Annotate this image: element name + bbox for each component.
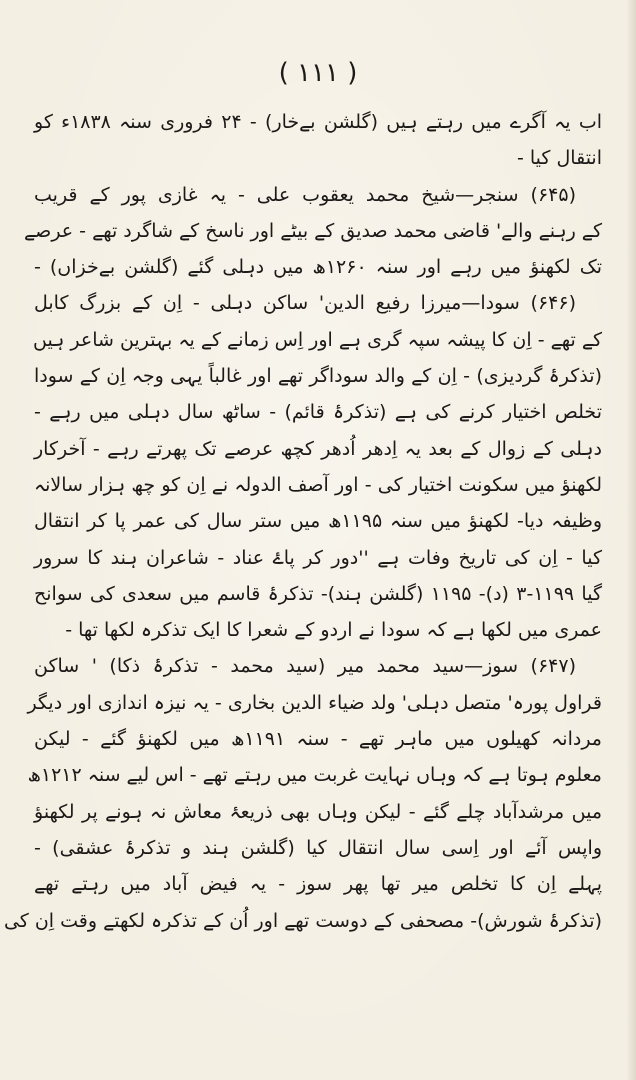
text-line: کے رہنے والے' قاضی محمد صدیق کے بیٹے اور ناسخ کے شاگرد تھے - عرصے [24,219,602,242]
text-line: انتقال کیا - [516,147,602,170]
text-line: گیا ۱۱۹۹-۳ (د)- ۱۱۹۵ (گلشن ہند)- تذکرۂ قاسم میں سعدی کی سوانح [34,582,602,605]
page-number: ( ۱۱۱ ) [278,58,358,88]
page-body [3,104,602,939]
text-line: عمری میں لکھا ہے کہ سودا نے اردو کے شعرا کا ایک تذکرہ لکھا تھا - [65,619,602,642]
text-line: وظیفہ دیا- لکھنؤ میں سنہ ۱۱۹۵ھ میں ستر سال کی عمر پا کر انتقال [34,510,602,533]
entry-heading-line: (۶۴۵) سنجر—شیخ محمد یعقوب علی - یہ غازی پور کے قریب [34,183,576,206]
page-edge-shadow [626,0,636,1080]
text-line: میں مرشدآباد چلے گئے - لیکن وہاں بھی ذریعۂ معاش نہ ہونے پر لکھنؤ [34,800,602,823]
text-line: پہلے اِن کا تخلص میر تھا پھر سوز - یہ فیض آباد میں رہتے تھے [34,873,602,896]
text-line: کے تھے - اِن کا پیشہ سپہ گری ہے اور اِس زمانے کے یہ بہترین شاعر ہیں [33,328,602,351]
text-line: (تذکرۂ گردیزی) - اِن کے والد سوداگر تھے اور غالباً یہی وجہ اِن کے سودا [34,365,602,388]
text-line: اب یہ آگرے میں رہتے ہیں (گلشن بےخار) - ۲۴ فروری سنہ ۱۸۳۸ء کو [34,111,602,133]
text-line: معلوم ہوتا ہے کہ وہاں نہایت غربت میں رہتے تھے - اس لیے سنہ ۱۲۱۲ھ [27,764,602,787]
text-line: لکھنؤ میں سکونت اختیار کی - اور آصف الدولہ نے اِن کو چھ ہزار سالانہ [34,473,602,496]
text-line: مردانہ کھیلوں میں ماہر تھے - سنہ ۱۱۹۱ھ میں لکھنؤ گئے - لیکن [34,728,602,751]
text-line: قراول پورہ' متصل دہلی' ولد ضیاء الدین بخاری - یہ نیزہ اندازی اور دیگر [27,691,602,714]
text-line: تخلص اختیار کرنے کی ہے (تذکرۂ قائم) - ساٹھ سال دہلی میں رہے - [34,401,602,424]
text-line: واپس آئے اور اِسی سال انتقال کیا (گلشن ہند و تذکرۂ عشقی) - [34,836,602,859]
entry-heading-line: (۶۴۷) سوز—سید محمد میر (سید محمد - تذکرۂ ذکا) ' ساکن [34,655,576,678]
text-line: دہلی کے زوال کے بعد یہ اِدھر اُدھر کچھ عرصے تک پھرتے رہے - آخرکار [34,437,602,460]
entry-heading-line: (۶۴۶) سودا—میرزا رفیع الدین' ساکن دہلی - اِن کے بزرگ کابل [34,292,576,315]
text-line: تک لکھنؤ میں رہے اور سنہ ۱۲۶۰ھ میں دہلی گئے (گلشن بےخزاں) - [34,256,602,279]
text-line: (تذکرۂ شورش)- مصحفی کے دوست تھے اور اُن کے تذکرہ لکھتے وقت اِن کی [3,909,602,932]
text-line: کیا - اِن کی تاریخ وفات ہے ''دور کر پاۓ عناد - شاعران ہند کا سرور [34,546,602,569]
